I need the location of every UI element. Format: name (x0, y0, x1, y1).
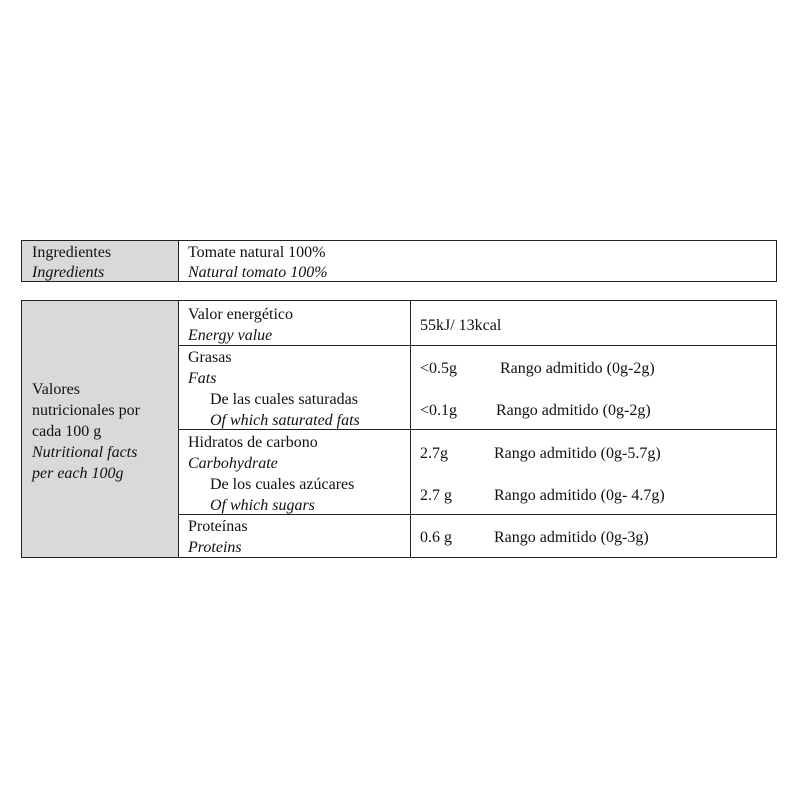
sugars-value: 2.7 g (420, 487, 452, 504)
ingredients-label-en: Ingredients (32, 264, 105, 281)
carbohydrate-range: Rango admitido (0g-5.7g) (494, 445, 661, 462)
nutrition-label-es-line-2: nutricionales por (32, 402, 140, 419)
ingredients-table (21, 240, 777, 282)
carbohydrate-name-en: Carbohydrate (188, 455, 278, 472)
saturated-name-en: Of which saturated fats (210, 412, 360, 429)
proteins-value: 0.6 g (420, 529, 452, 546)
nutrition-table (21, 300, 777, 558)
nutrition-label-es-line-3: cada 100 g (32, 423, 102, 440)
fats-name-es: Grasas (188, 349, 232, 366)
energy-value: 55kJ/ 13kcal (420, 317, 502, 334)
ingredients-label-es: Ingredientes (32, 244, 112, 261)
ingredients-column-divider (178, 241, 179, 281)
fats-name-en: Fats (188, 370, 217, 387)
energy-name-es: Valor energético (188, 306, 293, 323)
energy-name-en: Energy value (188, 327, 273, 344)
nutrition-label-cell (22, 301, 178, 557)
carbohydrate-value: 2.7g (420, 445, 448, 462)
sugars-name-en: Of which sugars (210, 497, 315, 514)
ingredients-value-es: Tomate natural 100% (188, 244, 326, 261)
ingredients-label-cell (22, 241, 178, 281)
carbohydrate-name-es: Hidratos de carbono (188, 434, 318, 451)
ingredients-value-en: Natural tomato 100% (188, 264, 328, 281)
saturated-value: <0.1g (420, 402, 458, 419)
nutrition-label-en-line-1: Nutritional facts (32, 444, 138, 461)
proteins-name-es: Proteínas (188, 518, 248, 535)
nutrition-label-en-line-2: per each 100g (32, 465, 124, 482)
fats-value: <0.5g (420, 360, 458, 377)
sugars-name-es: De los cuales azúcares (210, 476, 355, 493)
nutrition-label-es-line-1: Valores (32, 381, 80, 398)
proteins-name-en: Proteins (188, 539, 242, 556)
saturated-name-es: De las cuales saturadas (210, 391, 358, 408)
saturated-range: Rango admitido (0g-2g) (496, 402, 651, 419)
fats-range: Rango admitido (0g-2g) (500, 360, 655, 377)
sugars-range: Rango admitido (0g- 4.7g) (494, 487, 665, 504)
proteins-range: Rango admitido (0g-3g) (494, 529, 649, 546)
